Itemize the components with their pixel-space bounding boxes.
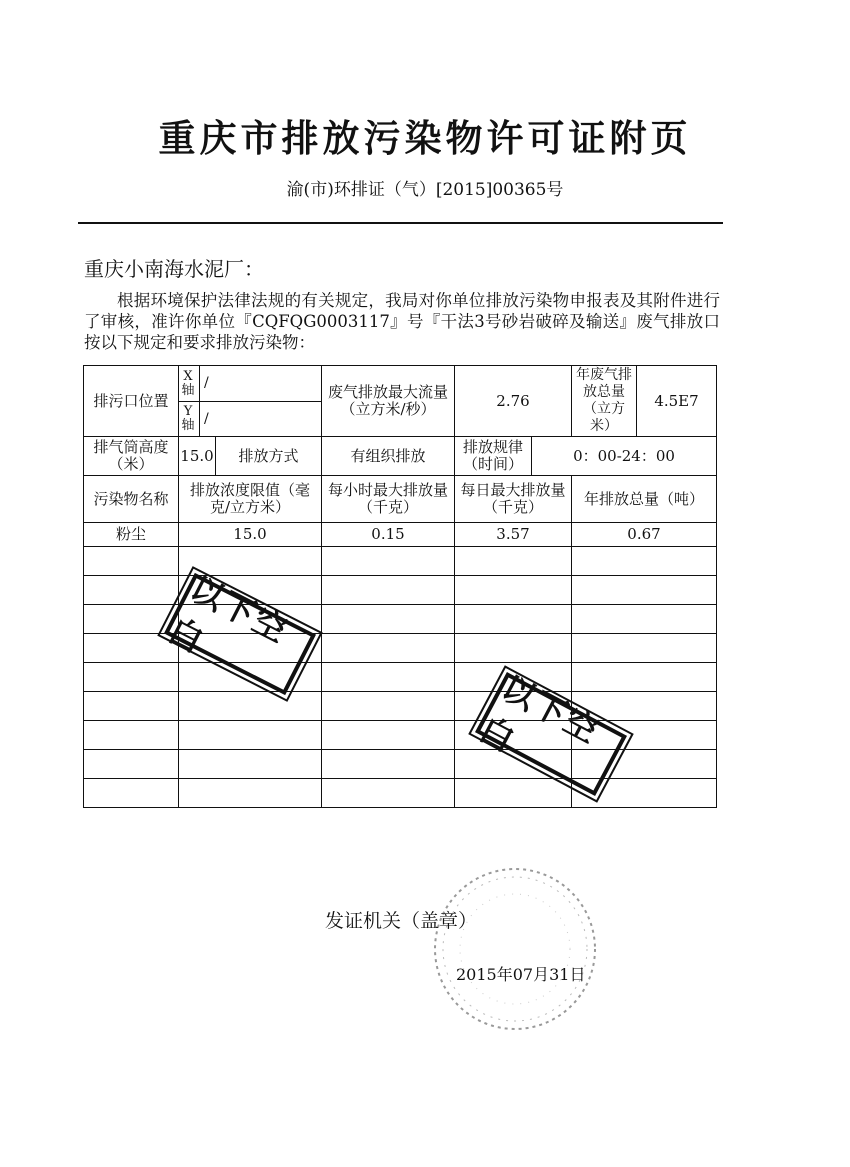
header-hourly-max: 每小时最大排放量（千克）	[322, 476, 455, 523]
table-row	[84, 523, 717, 547]
document-title: 重庆市排放污染物许可证附页	[158, 117, 692, 160]
stack-height-label: 排气筒高度（米）	[84, 437, 179, 476]
x-axis-value: /	[204, 375, 209, 391]
max-flow-value: 2.76	[455, 366, 572, 437]
header-divider	[78, 222, 723, 224]
table-row-outlet	[84, 366, 717, 437]
blank-row	[84, 663, 717, 692]
header-annual-total: 年排放总量（吨）	[572, 476, 717, 523]
concentration-limit-value: 15.0	[179, 523, 322, 547]
blank-row	[84, 576, 717, 605]
discharge-schedule-label: 排放规律（时间）	[455, 437, 532, 475]
pollutant-name: 粉尘	[84, 523, 179, 547]
annual-volume-label: 年废气排放总量（立方米）	[572, 366, 637, 437]
stack-height-value: 15.0	[179, 437, 216, 475]
y-axis-label: Y轴	[179, 402, 201, 436]
y-axis-value: /	[204, 410, 209, 427]
blank-row	[84, 750, 717, 779]
blank-row	[84, 779, 717, 808]
hourly-max-value: 0.15	[322, 523, 455, 547]
discharge-method-label: 排放方式	[238, 446, 299, 465]
blank-below-stamp: 以下空白	[164, 573, 316, 695]
outlet-position-label: 排污口位置	[84, 366, 179, 437]
outlet-axis-cell	[179, 366, 322, 437]
blank-row	[84, 547, 717, 576]
x-axis-row	[179, 366, 322, 402]
discharge-method-value: 有组织排放	[322, 437, 455, 476]
daily-max-value: 3.57	[455, 523, 572, 547]
table-header-row	[84, 476, 717, 523]
y-axis-row	[179, 402, 322, 436]
table-row-stack	[84, 437, 717, 476]
discharge-schedule-cell	[455, 437, 717, 476]
blank-row	[84, 692, 717, 721]
blank-below-stamp: 以下空白	[475, 672, 627, 796]
issuing-authority: 发证机关（盖章）	[325, 910, 478, 932]
annual-volume-value: 4.5E7	[637, 366, 717, 437]
official-seal-icon	[428, 862, 603, 1037]
discharge-schedule-value: 0：00-24：00	[573, 446, 675, 465]
header-daily-max: 每日最大排放量（千克）	[455, 476, 572, 523]
annual-total-value: 0.67	[572, 523, 717, 547]
header-concentration-limit: 排放浓度限值（毫克/立方米）	[179, 476, 322, 523]
x-axis-label: X轴	[179, 366, 201, 401]
approval-paragraph: 根据环境保护法律法规的有关规定，我局对你单位排放污染物申报表及其附件进行了审核，准许你单位『CQFQG0003117』号『干法3号砂岩破碎及输送』废气排放口按以下规定和要求排放污染物：	[84, 291, 720, 352]
stack-method-cell	[179, 437, 322, 476]
recipient-name: 重庆小南海水泥厂：	[84, 257, 264, 281]
header-pollutant: 污染物名称	[84, 476, 179, 523]
issue-date: 2015年07月31日	[456, 965, 586, 984]
max-flow-label: 废气排放最大流量（立方米/秒）	[322, 366, 455, 437]
document-number: 渝(市)环排证（气）[2015]00365号	[286, 180, 564, 200]
